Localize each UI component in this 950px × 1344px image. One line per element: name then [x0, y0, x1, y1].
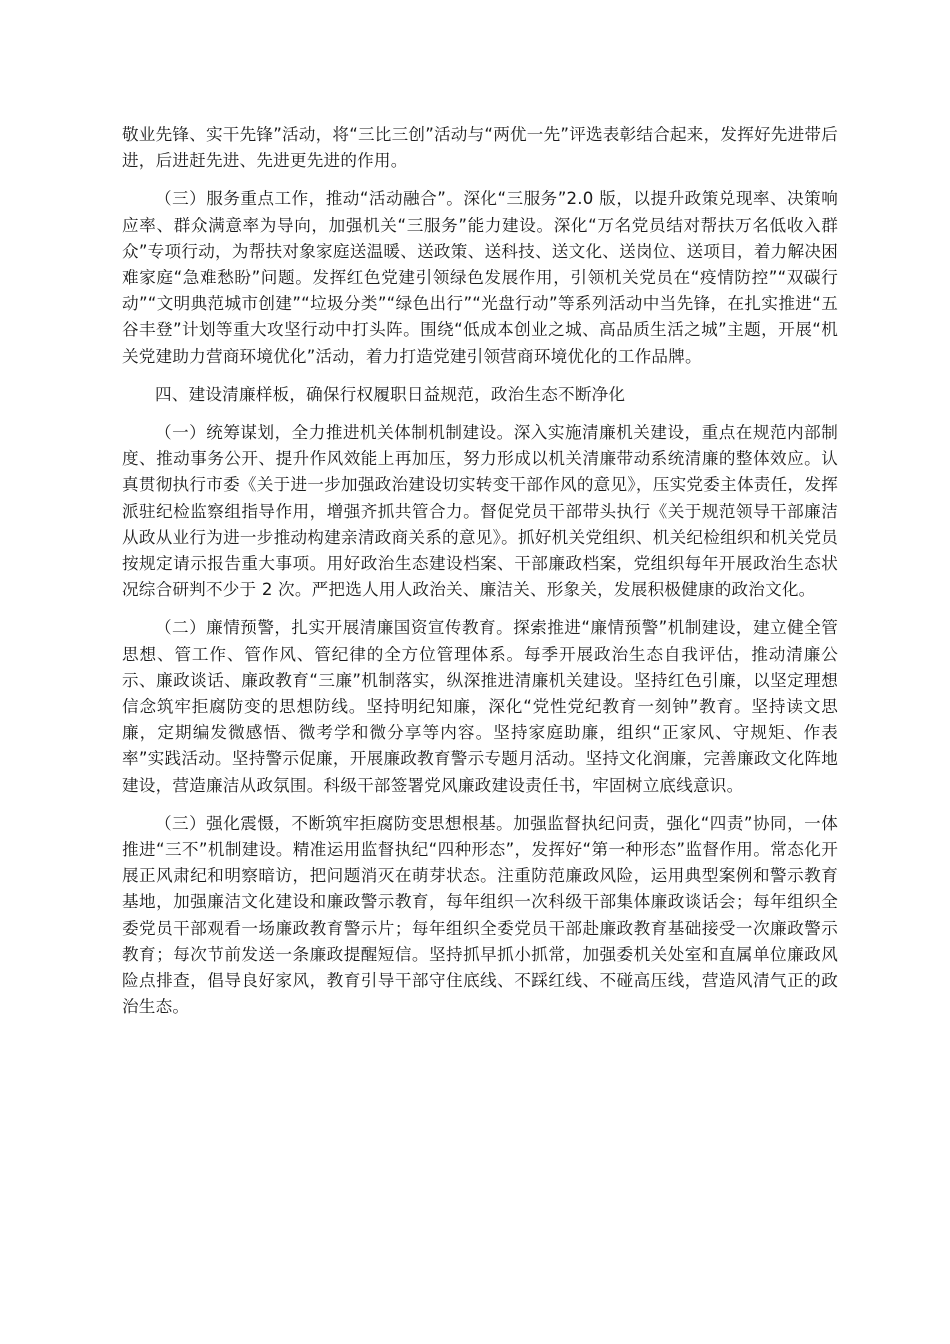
paragraph-strengthen-deterrence: （三）强化震慑，不断筑牢拒腐防变思想根基。加强监督执纪问责，强化“四责”协同，一体推进“三不”机制建设。精准运用监督执纪“四种形态”，发挥好“第一种形态”监督作用。常态化开展正风肃纪和明察暗访，把问题消灭在萌芽状态。注重防范廉政风险，运用典型案例和警示教育基地，加强廉洁文化建设和廉政警示教育，每年组织一次科级干部集体廉政谈话会；每年组织全委党员干部观看一场廉政教育警示片；每年组织全委党员干部赴廉政教育基础接受一次廉政警示教育；每次节前发送一条廉政提醒短信。坚持抓早抓小抓常，加强委机关处室和直属单位廉政风险点排查，倡导良好家风，教育引导干部守住底线、不踩红线、不碰高压线，营造风清气正的政治生态。 [122, 813, 838, 1017]
paragraph-integrity-warning: （二）廉情预警，扎实开展清廉国资宣传教育。探索推进“廉情预警”机制建设，建立健全管思想、管工作、管作风、管纪律的全方位管理体系。每季开展政治生态自我评估，推动清廉公示、廉政谈话、廉政教育“三廉”机制落实，纵深推进清廉机关建设。坚持红色引廉，以坚定理想信念筑牢拒腐防变的思想防线。坚持明纪知廉，深化“党性党纪教育一刻钟”教育。坚持读文思廉，定期编发微感悟、微考学和微分享等内容。坚持家庭助廉，组织“正家风、守规矩、作表率”实践活动。坚持警示促廉，开展廉政教育警示专题月活动。坚持文化润廉，完善廉政文化阵地建设，营造廉洁从政氛围。科级干部签署党风廉政建设责任书，牢固树立底线意识。 [122, 618, 838, 795]
section-heading-four: 四、建设清廉样板，确保行权履职日益规范，政治生态不断净化 [155, 384, 626, 404]
paragraph-service-key-work: （三）服务重点工作，推动“活动融合”。深化“三服务”2.0 版，以提升政策兑现率、决策响应率、群众满意率为导向，加强机关“三服务”能力建设。深化“万名党员结对帮扶万名低收入群众”专项行动，为帮扶对象家庭送温暖、送政策、送科技、送文化、送岗位、送项目，着力解决困难家庭“急难愁盼”问题。发挥红色党建引领绿色发展作用，引领机关党员在“疫情防控”“双碳行动”“文明典范城市创建”“垃圾分类”“绿色出行”“光盘行动”等系列活动中当先锋，在扎实推进“五谷丰登”计划等重大攻坚行动中打头阵。围绕“低成本创业之城、高品质生活之城”主题，开展“机关党建助力营商环境优化”活动，着力打造党建引领营商环境优化的工作品牌。 [122, 189, 838, 366]
paragraph-continuation: 敬业先锋、实干先锋”活动，将“三比三创”活动与“两优一先”评选表彰结合起来，发挥好先进带后进，后进赶先进、先进更先进的作用。 [122, 125, 838, 171]
paragraph-overall-planning: （一）统筹谋划，全力推进机关体制机制建设。深入实施清廉机关建设，重点在规范内部制度、推动事务公开、提升作风效能上再加压，努力形成以机关清廉带动系统清廉的整体效应。认真贯彻执行市委《关于进一步加强政治建设切实转变干部作风的意见》，压实党委主体责任，发挥派驻纪检监察组指导作用，增强齐抓共管合力。督促党员干部带头执行《关于规范领导干部廉洁从政从业行为进一步推动构建亲清政商关系的意见》。抓好机关党组织、机关纪检组织和机关党员按规定请示报告重大事项。用好政治生态建设档案、干部廉政档案，党组织每年开展政治生态状况综合研判不少于 2 次。严把选人用人政治关、廉洁关、形象关，发展积极健康的政治文化。 [122, 423, 838, 600]
document-page [122, 122, 838, 1033]
